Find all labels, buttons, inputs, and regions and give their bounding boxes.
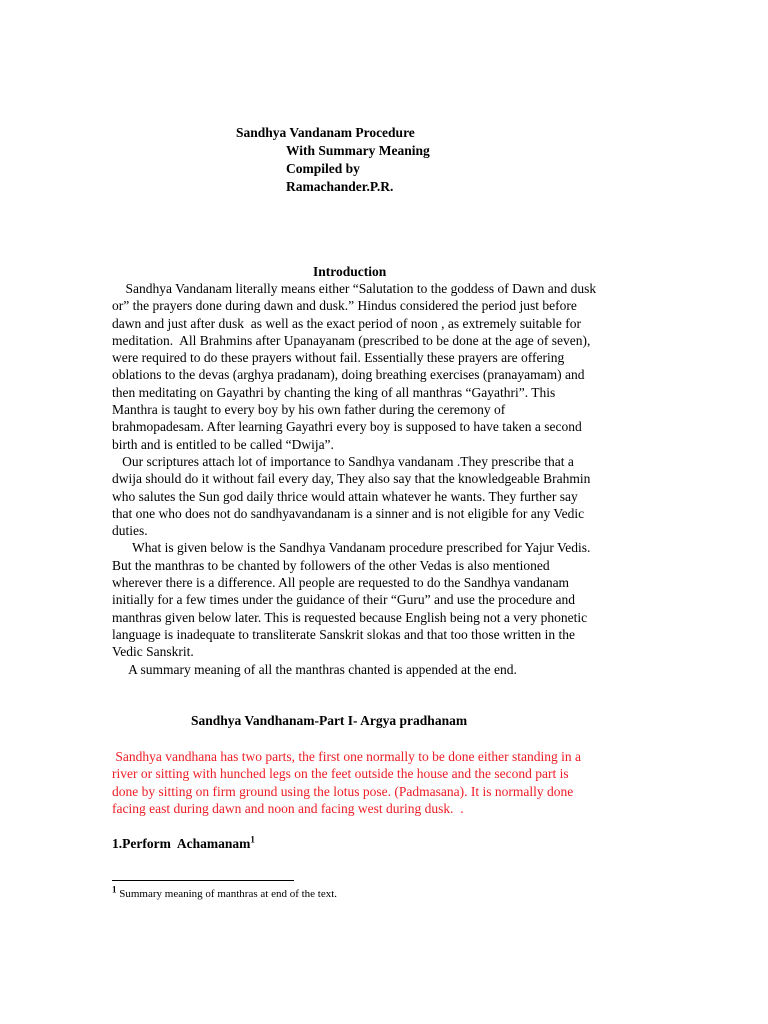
intro-line: duties. [112, 523, 148, 539]
intro-line: dawn and just after dusk as well as the exact period of noon , as extremely suitable for [112, 315, 581, 331]
instruction-line: river or sitting with hunched legs on the feet outside the house and the second part is [112, 766, 569, 782]
intro-line: dwija should do it without fail every day, They also say that the knowledgeable Brahmin [112, 471, 591, 487]
intro-line: language is inadequate to transliterate Sanskrit slokas and that too those written in the [112, 626, 576, 642]
intro-line: meditation. All Brahmins after Upanayanam (prescribed to be done at the age of seven), [112, 332, 591, 348]
intro-line: What is given below is the Sandhya Vandanam procedure prescribed for Yajur Vedis. [112, 540, 591, 556]
instruction-line: Sandhya vandhana has two parts, the first one normally to be done either standing in a [112, 749, 582, 764]
intro-line: brahmopadesam. After learning Gayathri every boy is supposed to have taken a second [112, 419, 582, 435]
part1-instructions [112, 748, 672, 817]
part1-heading: Sandhya Vandhanam-Part I- Argya pradhanam [191, 713, 468, 728]
footnote-text: Summary meaning of manthras at end of the text. [116, 888, 338, 900]
intro-line: Sandhya Vandanam literally means either “Salutation to the goddess of Dawn and dusk [112, 281, 597, 296]
intro-line: manthras given below later. This is requested because English being not a very phonetic [112, 609, 588, 625]
intro-line: were required to do these prayers without fail. Essentially these prayers are offering [112, 350, 565, 366]
intro-line: who salutes the Sun god daily thrice would attain whatever he wants. They further say [112, 488, 578, 504]
introduction-body [112, 280, 672, 678]
intro-line: oblations to the devas (arghya pradanam), doing breathing exercises (pranayamam) and [112, 367, 585, 383]
intro-line: birth and is entitled to be called “Dwija”. [112, 436, 334, 452]
introduction-heading: Introduction [313, 264, 387, 279]
intro-line: Vedic Sanskrit. [112, 644, 194, 660]
intro-line: But the manthras to be chanted by followers of the other Vedas is also mentioned [112, 557, 550, 573]
footnote-marker: 1 [112, 884, 117, 895]
title-line-3: Compiled by [286, 161, 360, 176]
instruction-line: done by sitting on firm ground using the lotus pose. (Padmasana). It is normally done [112, 783, 574, 799]
intro-line: then meditating on Gayathri by chanting the king of all manthras “Gayathri”. This [112, 384, 556, 400]
intro-line: wherever there is a difference. All people are requested to do the Sandhya vandanam [112, 575, 570, 591]
intro-line: Our scriptures attach lot of importance to Sandhya vandanam .They prescribe that a [112, 453, 574, 469]
intro-line: or” the prayers done during dawn and dusk.” Hindus considered the period just before [112, 298, 577, 314]
footnote-separator [112, 880, 294, 881]
author-name: Ramachander.P.R. [286, 179, 394, 194]
intro-line: A summary meaning of all the manthras chanted is appended at the end. [112, 661, 517, 677]
footnote [112, 884, 338, 900]
instruction-line: facing east during dawn and noon and facing west during dusk. . [112, 800, 464, 816]
intro-line: initially for a few times under the guidance of their “Guru” and use the procedure and [112, 592, 575, 608]
title-line-2: With Summary Meaning [286, 143, 430, 158]
step-1-heading [112, 836, 255, 852]
footnote-reference[interactable]: 1 [250, 834, 255, 845]
intro-line: Manthra is taught to every boy by his own father during the ceremony of [112, 402, 506, 418]
intro-line: that one who does not do sandhyavandanam is a sinner and is not eligible for any Vedic [112, 505, 585, 521]
step-1-label: 1.Perform Achamanam [112, 836, 251, 851]
title-line-1: Sandhya Vandanam Procedure [236, 125, 415, 140]
